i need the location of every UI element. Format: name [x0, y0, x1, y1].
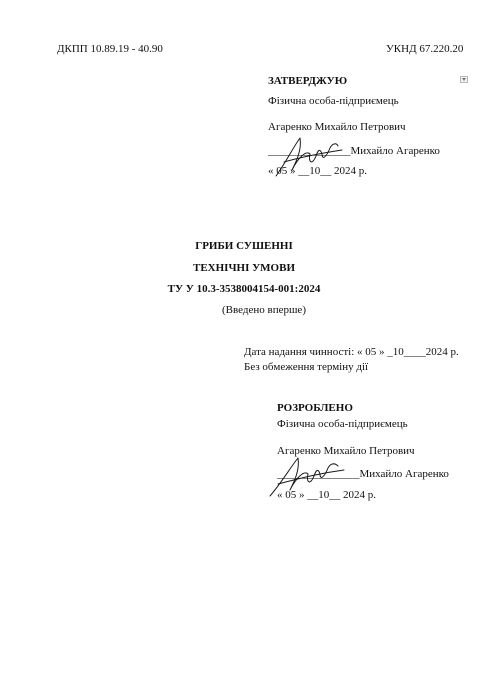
document-title: ГРИБИ СУШЕННІ: [195, 240, 293, 252]
collapse-arrow-icon[interactable]: [460, 76, 468, 83]
approval-signature-line: _______________Михайло Агаренко: [268, 145, 440, 157]
document-note: (Введено вперше): [222, 304, 306, 316]
approval-signature-image: [272, 132, 346, 180]
approval-role: Фізична особа-підприємець: [268, 95, 399, 107]
developer-date: « 05 » __10__ 2024 р.: [277, 489, 376, 501]
approval-full-name: Агаренко Михайло Петрович: [268, 121, 406, 133]
developer-signature-image: [268, 452, 348, 500]
developer-signature-line: _______________Михайло Агаренко: [277, 468, 449, 480]
document-subtitle: ТЕХНІЧНІ УМОВИ: [192, 262, 296, 274]
developer-title: РОЗРОБЛЕНО: [277, 402, 353, 414]
approval-title: ЗАТВЕРДЖУЮ: [268, 75, 348, 87]
dkpp-code: ДКПП 10.89.19 - 40.90: [57, 43, 163, 55]
developer-role: Фізична особа-підприємець: [277, 418, 408, 430]
validity-term: Без обмеження терміну дії: [244, 361, 369, 373]
document-code: ТУ У 10.3-3538004154-001:2024: [167, 283, 321, 295]
developer-full-name: Агаренко Михайло Петрович: [277, 445, 415, 457]
approval-date: « 05 » __10__ 2024 р.: [268, 165, 367, 177]
uknd-code: УКНД 67.220.20: [386, 43, 464, 55]
validity-date: Дата надання чинності: « 05 » _10____2024 р.: [244, 346, 459, 358]
